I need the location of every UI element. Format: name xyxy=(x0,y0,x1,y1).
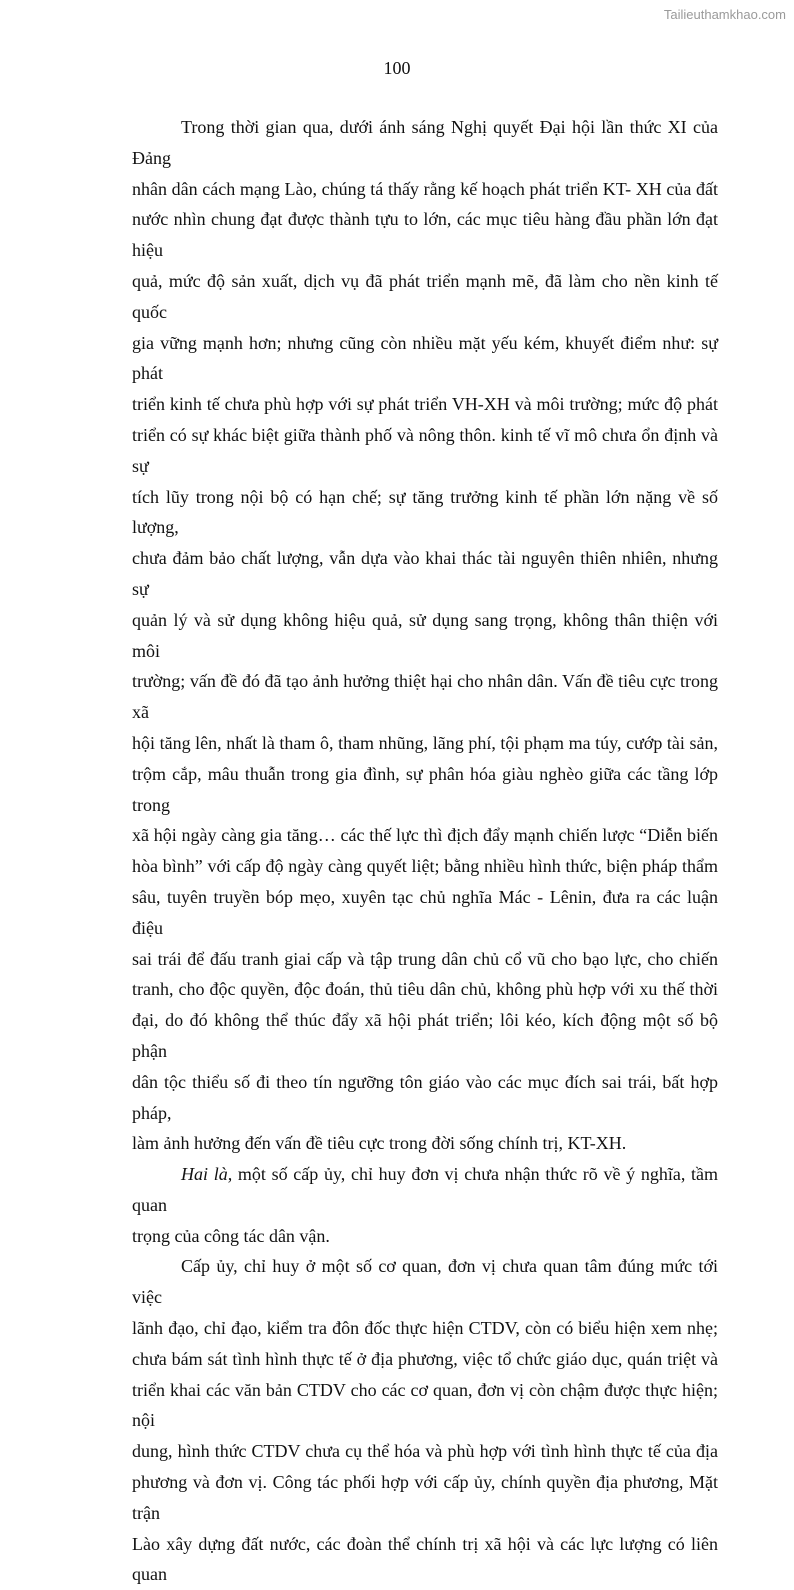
text-line: trường; vấn đề đó đã tạo ảnh hưởng thiệt hại cho nhân dân. Vấn đề tiêu cực trong xã xyxy=(132,671,718,723)
text-line: chưa bám sát tình hình thực tế ở địa phương, việc tổ chức giáo dục, quán triệt và xyxy=(132,1348,718,1369)
text-line: quả, mức độ sản xuất, dịch vụ đã phát triển mạnh mẽ, đã làm cho nền kinh tế quốc xyxy=(132,270,718,322)
text-line: trộm cắp, mâu thuẫn trong gia đình, sự phân hóa giàu nghèo giữa các tầng lớp trong xyxy=(132,763,718,815)
text-line: xã hội ngày càng gia tăng… các thế lực thì địch đẩy mạnh chiến lược “Diễn biến xyxy=(132,825,718,846)
text-line: chưa đảm bảo chất lượng, vẫn dựa vào khai thác tài nguyên thiên nhiên, nhưng sự xyxy=(132,548,718,599)
text-line: triển kinh tế chưa phù hợp với sự phát triển VH-XH và môi trường; mức độ phát xyxy=(132,394,718,415)
text-line: Cấp ủy, chỉ huy ở một số cơ quan, đơn vị chưa quan tâm đúng mức tới việc xyxy=(132,1256,718,1308)
text-line xyxy=(132,1159,718,1221)
text-line: dung, hình thức CTDV chưa cụ thể hóa và phù hợp với tình hình thực tế của địa xyxy=(132,1441,718,1462)
text-line: đại, do đó không thể thúc đẩy xã hội phát triển; lôi kéo, kích động một số bộ phận xyxy=(132,1010,718,1061)
text-line: tích lũy trong nội bộ có hạn chế; sự tăng trưởng kinh tế phần lớn nặng về số lượng, xyxy=(132,486,718,538)
paragraph xyxy=(132,112,718,1159)
text-line: sai trái để đấu tranh giai cấp và tập trung dân chủ cổ vũ cho bạo lực, cho chiến xyxy=(132,948,718,969)
text-line: quản lý và sử dụng không hiệu quả, sử dụng sang trọng, không thân thiện với môi xyxy=(132,609,718,661)
italic-lead: Hai là, xyxy=(181,1164,233,1185)
text-line: hội tăng lên, nhất là tham ô, tham nhũng, lãng phí, tội phạm ma túy, cướp tài sản, xyxy=(132,732,718,753)
document-body xyxy=(132,112,718,1590)
text-line: lãnh đạo, chỉ đạo, kiểm tra đôn đốc thực hiện CTDV, còn có biểu hiện xem nhẹ; xyxy=(132,1318,718,1339)
text-line: dân tộc thiểu số đi theo tín ngưỡng tôn giáo vào các mục đích sai trái, bất hợp pháp, xyxy=(132,1071,718,1123)
text-line: nhân dân cách mạng Lào, chúng tá thấy rằng kế hoạch phát triển KT- XH của đất xyxy=(132,178,718,199)
text-line: hòa bình” với cấp độ ngày càng quyết liệt; bằng nhiều hình thức, biện pháp thẩm xyxy=(132,856,718,877)
text-line: nước nhìn chung đạt được thành tựu to lớn, các mục tiêu hàng đầu phần lớn đạt hiệu xyxy=(132,209,718,261)
text-line: trọng của công tác dân vận. xyxy=(132,1225,330,1246)
text-line: Trong thời gian qua, dưới ánh sáng Nghị quyết Đại hội lần thức XI của Đảng xyxy=(132,117,718,168)
text-line: làm ảnh hưởng đến vấn đề tiêu cực trong đời sống chính trị, KT-XH. xyxy=(132,1133,627,1154)
paragraph xyxy=(132,1251,718,1590)
text-line: triển có sự khác biệt giữa thành phố và nông thôn. kinh tế vĩ mô chưa ổn định và sự xyxy=(132,424,718,476)
watermark: Tailieuthamkhao.com xyxy=(663,7,786,22)
paragraph xyxy=(132,1159,718,1251)
text-line: sâu, tuyên truyền bóp mẹo, xuyên tạc chủ nghĩa Mác - Lênin, đưa ra các luận điệu xyxy=(132,886,718,938)
text-line: triển khai các văn bản CTDV cho các cơ quan, đơn vị còn chậm được thực hiện; nội xyxy=(132,1379,718,1431)
text-line: gia vững mạnh hơn; nhưng cũng còn nhiều mặt yếu kém, khuyết điểm như: sự phát xyxy=(132,332,718,384)
text-run: một số cấp ủy, chỉ huy đơn vị chưa nhận thức rõ về ý nghĩa, tầm quan xyxy=(132,1164,718,1215)
text-line: phương và đơn vị. Công tác phối hợp với cấp ủy, chính quyền địa phương, Mặt trận xyxy=(132,1472,718,1523)
page-number: 100 xyxy=(383,58,411,78)
text-line: Lào xây dựng đất nước, các đoàn thể chính trị xã hội và các lực lượng có liên quan xyxy=(132,1533,718,1585)
text-line: tranh, cho độc quyền, độc đoán, thủ tiêu dân chủ, không phù hợp với xu thế thời xyxy=(132,979,718,1000)
